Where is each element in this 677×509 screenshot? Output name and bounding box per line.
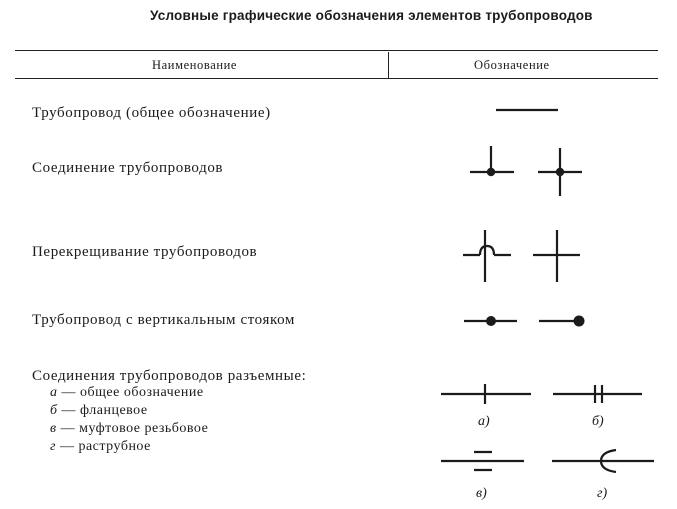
list-item: а — общее обозначение [50,385,204,400]
pipe-crossing-icon [463,230,580,282]
list-item: г — раструбное [50,439,151,454]
pipe-junction-icon [470,146,582,196]
list-item: б — фланцевое [50,403,148,418]
coupling-joint-icon [441,452,524,470]
detachable-general-icon [441,384,531,404]
caption-b: б) [592,414,604,429]
page-title: Условные графические обозначения элементов трубопроводов [150,8,593,23]
caption-v: в) [476,486,487,501]
column-header-name: Наименование [152,58,238,72]
socket-joint-icon [552,450,654,472]
caption-a: а) [478,414,490,429]
row-label-pipeline: Трубопровод (общее обозначение) [32,105,271,121]
caption-g: г) [597,486,608,501]
row-label-detachable: Соединения трубопроводов разъемные: [32,368,307,384]
flange-joint-icon [553,385,642,403]
row-label-crossing: Перекрещивание трубопроводов [32,244,258,260]
row-label-riser: Трубопровод с вертикальным стояком [32,312,296,328]
row-label-junction: Соединение трубопроводов [32,160,224,176]
list-item: в — муфтовое резьбовое [50,421,209,436]
column-header-symbol: Обозначение [474,58,550,72]
riser-icon [464,316,585,327]
